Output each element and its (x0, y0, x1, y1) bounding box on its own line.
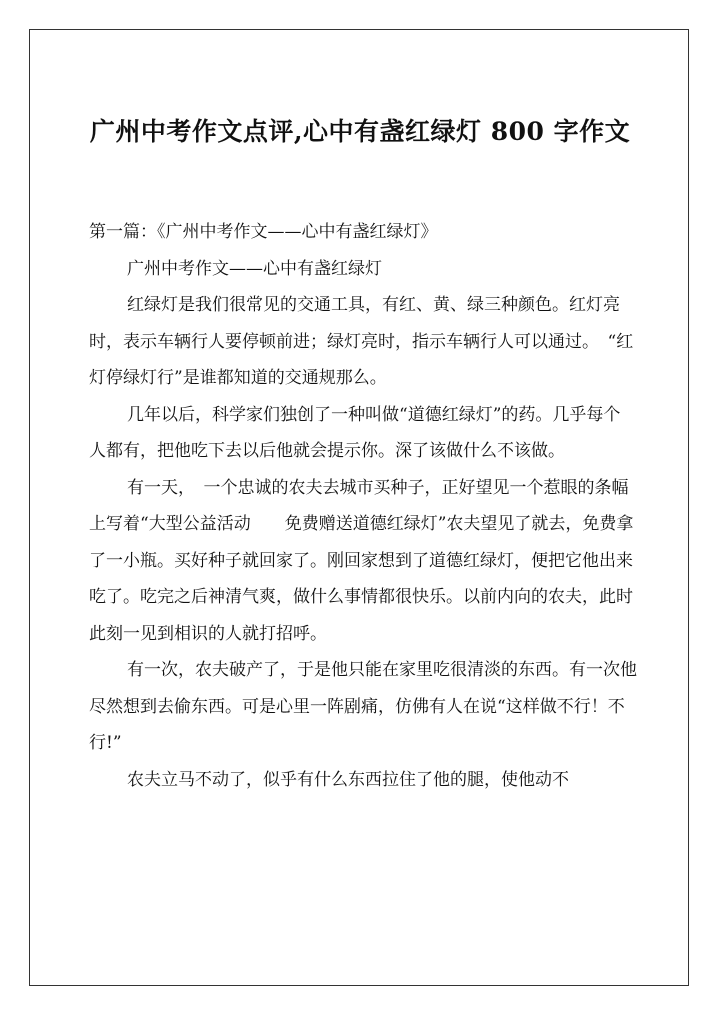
body-paragraph-5: 农夫立马不动了，似乎有什么东西拉住了他的腿，使他动不 (127, 769, 569, 790)
body-paragraph-2: 几年以后，科学家们独创了一种叫做“道德红绿灯”的药。几乎每个人都有，把他吃下去以后他就会提示你。深了该做什么不该做。 (89, 404, 621, 461)
body-paragraph-3: 有一天， 一个忠诚的农夫去城市买种子，正好望见一个惹眼的条幅上写着“大型公益活动 免费赠送道德红绿灯”农夫望见了就去，免费拿了一小瓶。买好种子就回家了。刚回家想到了道德红绿灯，便把它他出来吃了。吃完之后神清气爽，做什么事情都很快乐。以前内向的农夫，此时此刻一见到相识的人就打招呼。 (89, 477, 634, 644)
body-paragraph-4: 有一次，农夫破产了，于是他只能在家里吃很清淡的东西。有一次他尽然想到去偷东西。可是心里一阵剧痛，仿佛有人在说“这样做不行！不行!” (89, 660, 637, 753)
document-title: 广州中考作文点评,心中有盏红绿灯 800 字作文 (89, 117, 631, 146)
section-heading: 第一篇：《广州中考作文——心中有盏红绿灯》 (89, 222, 438, 242)
document-body (89, 214, 637, 798)
body-paragraph-1: 红绿灯是我们很常见的交通工具，有红、黄、绿三种颜色。红灯亮时，表示车辆行人要停顿前进；绿灯亮时，指示车辆行人可以通过。 “红灯停绿灯行”是谁都知道的交通规那么。 (89, 295, 634, 388)
essay-subheading: 广州中考作文——心中有盏红绿灯 (127, 258, 382, 279)
